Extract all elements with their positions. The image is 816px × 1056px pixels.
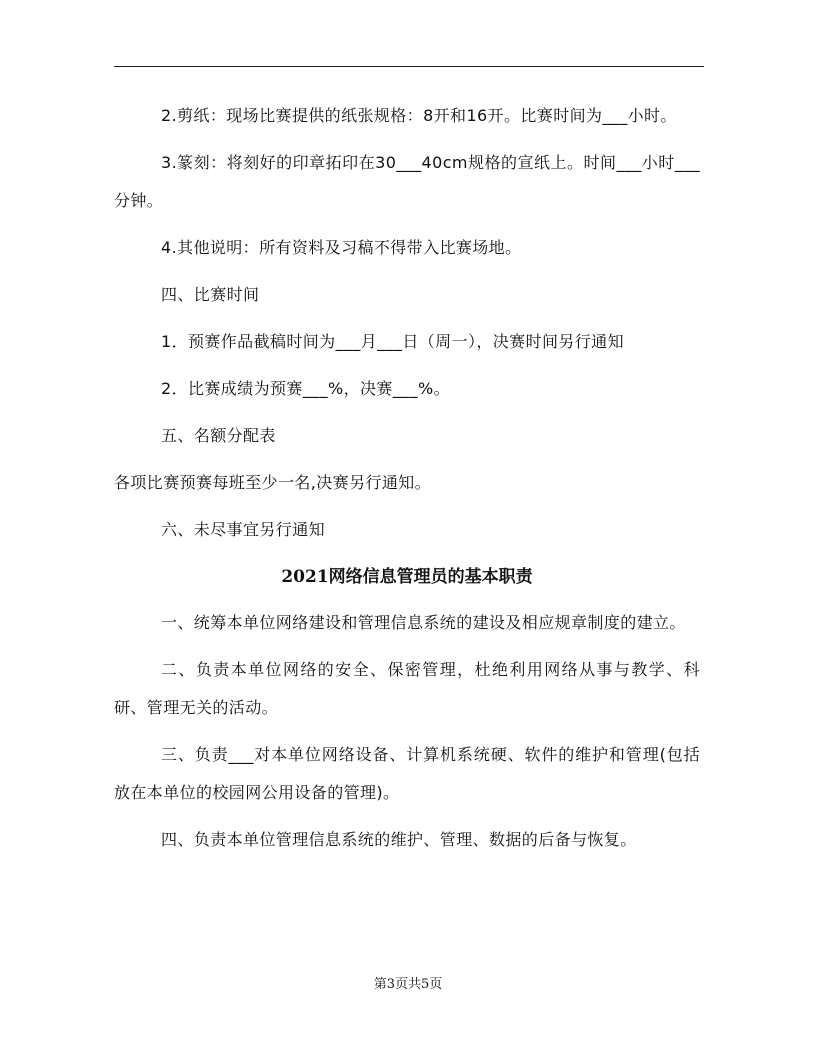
- heading-quota-table: 五、名额分配表: [161, 426, 276, 445]
- duty-item-1: 一、统筹本单位网络建设和管理信息系统的建设及相应规章制度的建立。: [161, 613, 686, 632]
- duty-item-4: 四、负责本单位管理信息系统的维护、管理、数据的后备与恢复。: [161, 830, 637, 849]
- section-title: 2021网络信息管理员的基本职责: [281, 567, 533, 587]
- paragraph-score-ratio: 2．比赛成绩为预赛___%，决赛___%。: [161, 379, 450, 398]
- header-rule: [114, 66, 704, 67]
- document-body: [114, 97, 700, 868]
- page-footer: 第3页共5页: [373, 977, 443, 992]
- heading-competition-time: 四、比赛时间: [161, 285, 260, 304]
- paragraph-other-notes: 4.其他说明：所有资料及习稿不得带入比赛场地。: [161, 238, 522, 257]
- paragraph-seal-carving: 3.篆刻：将刻好的印章拓印在30___40cm规格的宣纸上。时间___小时___分钟。: [114, 153, 700, 210]
- paragraph-prelim-deadline: 1．预赛作品截稿时间为___月___日（周一），决赛时间另行通知: [161, 332, 624, 351]
- duty-item-3: 三、负责___对本单位网络设备、计算机系统硬、软件的维护和管理(包括放在本单位的校园网公用设备的管理)。: [114, 745, 700, 802]
- paragraph-quota: 各项比赛预赛每班至少一名,决赛另行通知。: [114, 473, 432, 492]
- paragraph-papercut: 2.剪纸：现场比赛提供的纸张规格：8开和16开。比赛时间为___小时。: [161, 106, 677, 125]
- duty-item-2: 二、负责本单位网络的安全、保密管理，杜绝利用网络从事与教学、科研、管理无关的活动。: [114, 660, 700, 717]
- heading-other-matters: 六、未尽事宜另行通知: [161, 520, 326, 539]
